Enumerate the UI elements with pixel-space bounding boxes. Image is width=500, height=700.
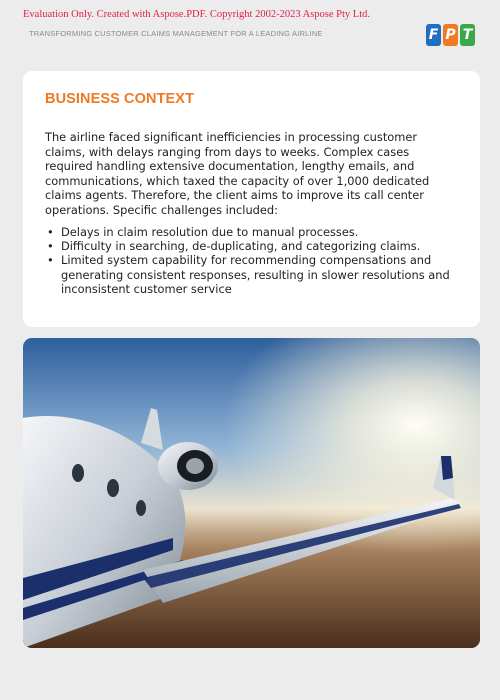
airplane-photo (23, 338, 480, 648)
logo-letter-t: T (460, 24, 475, 46)
section-title: BUSINESS CONTEXT (45, 91, 195, 107)
business-context-card (23, 71, 480, 327)
document-subtitle: TRANSFORMING CUSTOMER CLAIMS MANAGEMENT FOR A LEADING AIRLINE (29, 29, 323, 38)
list-item: • Delays in claim resolution due to manual processes. (45, 225, 465, 239)
logo-letter-p: P (443, 24, 458, 46)
context-paragraph: The airline faced significant inefficiencies in processing customer claims, with delays ranging from days to weeks. Complex cases required handling extensive documentation, lengthy emails, and communications, which taxed the capacity of over 1,000 dedicated claims agents. Therefore, the client aims to improve its call center operations. Specific challenges included: (45, 130, 430, 217)
evaluation-watermark: Evaluation Only. Created with Aspose.PDF. Copyright 2002-2023 Aspose Pty Ltd. (23, 9, 371, 20)
logo-letter-f: F (426, 24, 441, 46)
challenges-list (45, 225, 465, 296)
fpt-logo (426, 24, 475, 46)
list-item: • Difficulty in searching, de-duplicating, and categorizing claims. (45, 239, 465, 253)
list-item: • Limited system capability for recommending compensations and generating consistent responses, resulting in slower resolutions and inconsistent customer service (45, 253, 465, 296)
